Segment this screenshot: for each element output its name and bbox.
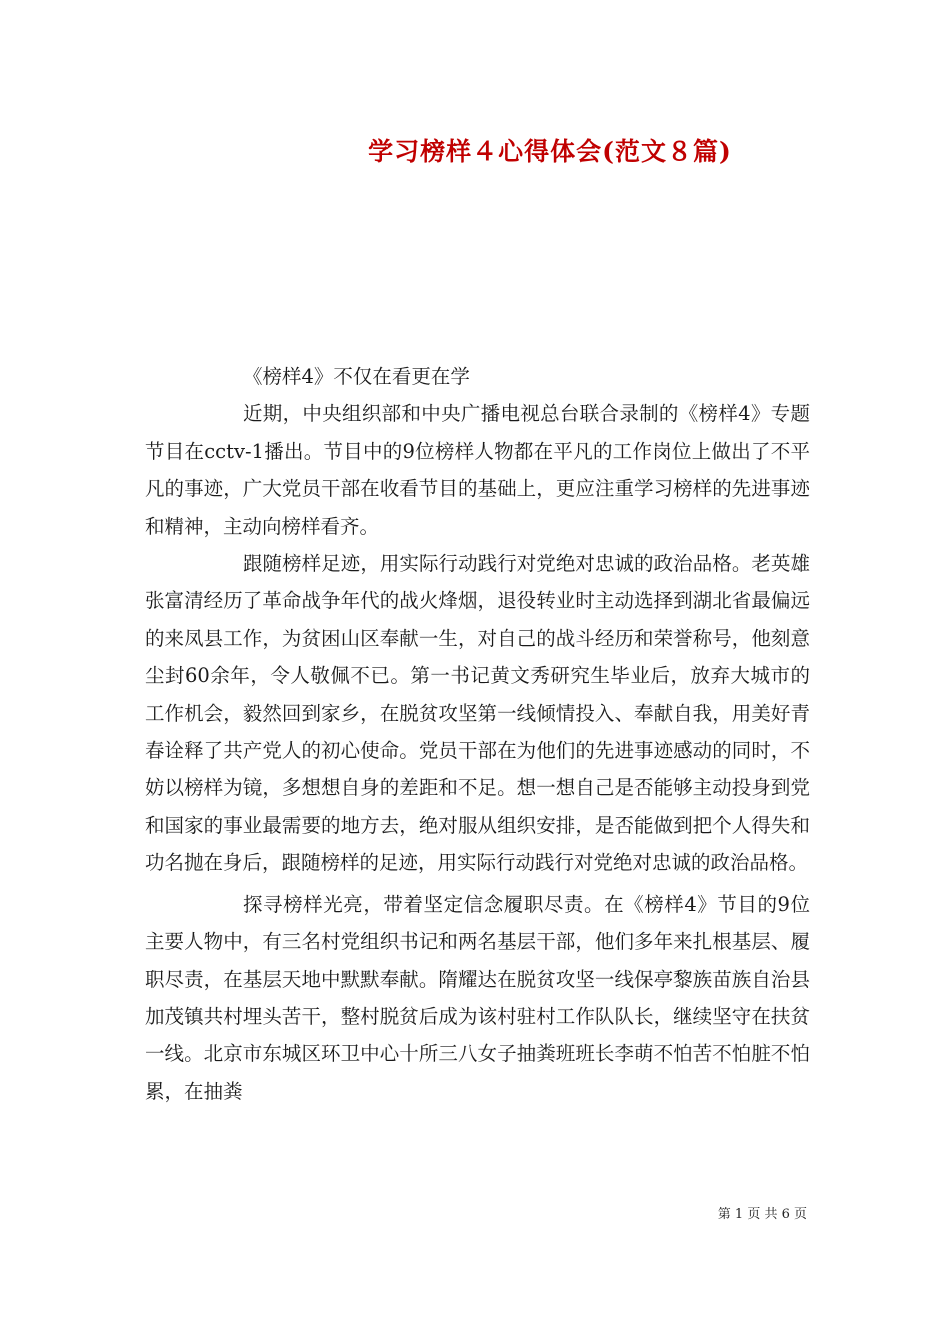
paragraph-seek-light: 探寻榜样光亮，带着坚定信念履职尽责。在《榜样4》节目的9位主要人物中，有三名村党组织书记和两名基层干部，他们多年来扎根基层、履职尽责，在基层天地中默默奉献。隋耀达在脱贫攻坚一线保亭黎族苗族自治县加茂镇共村埋头苦干，整村脱贫后成为该村驻村工作队队长，继续坚守在扶贫一线。北京市东城区环卫中心十所三八女子抽粪班班长李萌不怕苦不怕脏不怕累，在抽粪 [145, 892, 810, 1103]
document-title: 学习榜样４心得体会(范文８篇) [368, 137, 732, 166]
paragraph-follow-example: 跟随榜样足迹，用实际行动践行对党绝对忠诚的政治品格。老英雄张富清经历了革命战争年代的战火烽烟，退役转业时主动选择到湖北省最偏远的来凤县工作，为贫困山区奉献一生，对自己的战斗经历和荣誉称号，他刻意尘封60余年，令人敬佩不已。第一书记黄文秀研究生毕业后，放弃大城市的工作机会，毅然回到家乡，在脱贫攻坚第一线倾情投入、奉献自我，用美好青春诠释了共产党人的初心使命。党员干部在为他们的先进事迹感动的同时，不妨以榜样为镜，多想想自身的差距和不足。想一想自己是否能够主动投身到党和国家的事业最需要的地方去，绝对服从组织安排，是否能做到把个人得失和功名抛在身后，跟随榜样的足迹，用实际行动践行对党绝对忠诚的政治品格。 [145, 552, 810, 875]
page-number-footer: 第 1 页 共 6 页 [717, 1207, 807, 1222]
document-body [145, 358, 810, 1110]
paragraph-intro: 近期，中央组织部和中央广播电视总台联合录制的《榜样4》专题节目在cctv-1播出。节目中的9位榜样人物都在平凡的工作岗位上做出了不平凡的事迹，广大党员干部在收看节目的基础上，更应注重学习榜样的先进事迹和精神，主动向榜样看齐。 [145, 402, 810, 538]
article-subheading: 《榜样4》不仅在看更在学 [243, 365, 470, 388]
